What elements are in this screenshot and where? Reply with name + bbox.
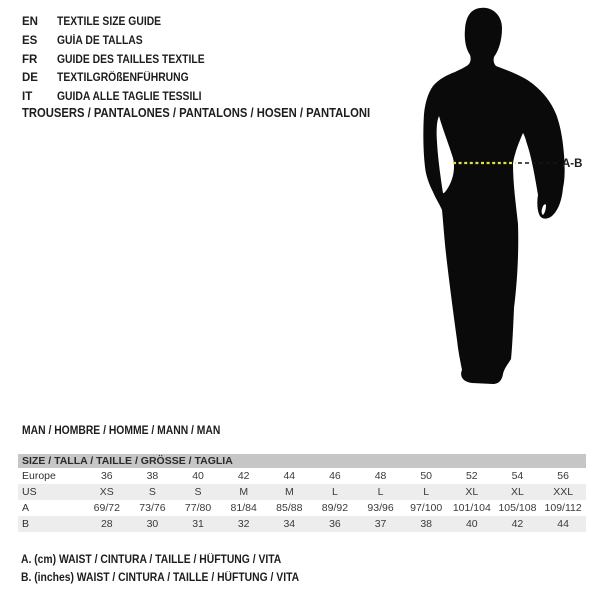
size-cell: 52: [465, 470, 478, 482]
size-cell: 32: [237, 518, 250, 530]
table-row-europe: [18, 468, 586, 484]
language-label: TEXTILGRÖßENFÜHRUNG: [57, 72, 189, 85]
size-cell: 105/108: [498, 502, 537, 514]
gender-label: MAN / HOMBRE / HOMME / MANN / MAN: [22, 425, 221, 437]
size-cell: 34: [283, 518, 296, 530]
size-cell: 50: [420, 470, 433, 482]
man-silhouette-figure: [405, 2, 585, 394]
size-cell: 89/92: [321, 502, 349, 514]
row-label: A: [22, 502, 30, 514]
language-code: ES: [22, 35, 38, 48]
note-b-inches: B. (inches) WAIST / CINTURA / TAILLE / HÜFTUNG / VITA: [21, 572, 300, 584]
size-cell: S: [148, 486, 156, 498]
size-table: [18, 454, 586, 532]
language-list: [22, 13, 221, 106]
language-row: [22, 50, 221, 69]
size-cell: 85/88: [276, 502, 303, 514]
language-row: [22, 69, 221, 88]
size-cell: 93/96: [367, 502, 394, 514]
size-cell: 109/112: [544, 502, 582, 514]
size-cell: 37: [374, 518, 387, 530]
language-code: EN: [22, 16, 38, 29]
size-cell: 54: [511, 470, 524, 482]
size-cell: S: [194, 486, 202, 498]
language-code: FR: [22, 53, 38, 66]
size-cell: L: [332, 486, 338, 498]
size-cell: 40: [192, 470, 204, 482]
language-row: [22, 32, 221, 51]
size-cell: XXL: [553, 486, 574, 498]
size-cell: 31: [192, 518, 204, 530]
language-row: [22, 13, 221, 32]
row-label: Europe: [22, 470, 56, 482]
size-cell: 77/80: [184, 502, 212, 514]
size-cell: L: [423, 486, 430, 498]
size-cell: 38: [420, 518, 433, 530]
language-code: IT: [22, 91, 33, 104]
language-row: [22, 88, 221, 107]
category-title: TROUSERS / PANTALONES / PANTALONS / HOSEN / PANTALONI: [22, 106, 371, 120]
size-cell: XS: [99, 486, 114, 498]
language-label: TEXTILE SIZE GUIDE: [57, 16, 162, 29]
note-a-cm: A. (cm) WAIST / CINTURA / TAILLE / HÜFTUNG / VITA: [21, 554, 282, 566]
size-cell: 42: [511, 518, 524, 530]
size-cell: 40: [465, 518, 478, 530]
size-cell: 28: [100, 518, 113, 530]
language-label: GUIDE DES TAILLES TEXTILE: [57, 53, 205, 66]
language-code: DE: [22, 72, 38, 85]
size-cell: 46: [329, 470, 341, 482]
size-cell: 48: [374, 470, 387, 482]
table-row-b-inches: [18, 516, 586, 532]
size-cell: L: [377, 486, 384, 498]
size-cell: 36: [329, 518, 341, 530]
size-cell: 42: [237, 470, 250, 482]
size-cell: 44: [557, 518, 569, 530]
size-cell: 101/104: [452, 502, 491, 514]
size-cell: 56: [557, 470, 569, 482]
row-label: US: [22, 486, 37, 498]
size-cell: 97/100: [410, 502, 443, 514]
table-row-us: [18, 484, 586, 500]
size-cell: M: [239, 486, 249, 498]
language-label: GUIDA ALLE TAGLIE TESSILI: [57, 91, 202, 104]
size-cell: 81/84: [230, 502, 257, 514]
row-label: B: [22, 518, 30, 530]
size-cell: XL: [511, 486, 524, 498]
size-cell: 30: [146, 518, 159, 530]
size-table-header: SIZE / TALLA / TAILLE / GRÖSSE / TAGLIA: [18, 454, 586, 468]
size-cell: 44: [283, 470, 296, 482]
size-table-header-row: [18, 454, 586, 468]
size-cell: 38: [146, 470, 159, 482]
man-silhouette: [423, 8, 564, 384]
size-cell: 36: [100, 470, 113, 482]
size-cell: 69/72: [93, 502, 120, 514]
size-cell: M: [284, 486, 294, 498]
language-label: GUÍA DE TALLAS: [57, 35, 143, 48]
measurement-notes: [21, 551, 330, 587]
table-row-a-cm: [18, 500, 586, 516]
measure-label: A-B: [562, 158, 583, 170]
size-cell: XL: [465, 486, 479, 498]
size-cell: 73/76: [139, 502, 166, 514]
